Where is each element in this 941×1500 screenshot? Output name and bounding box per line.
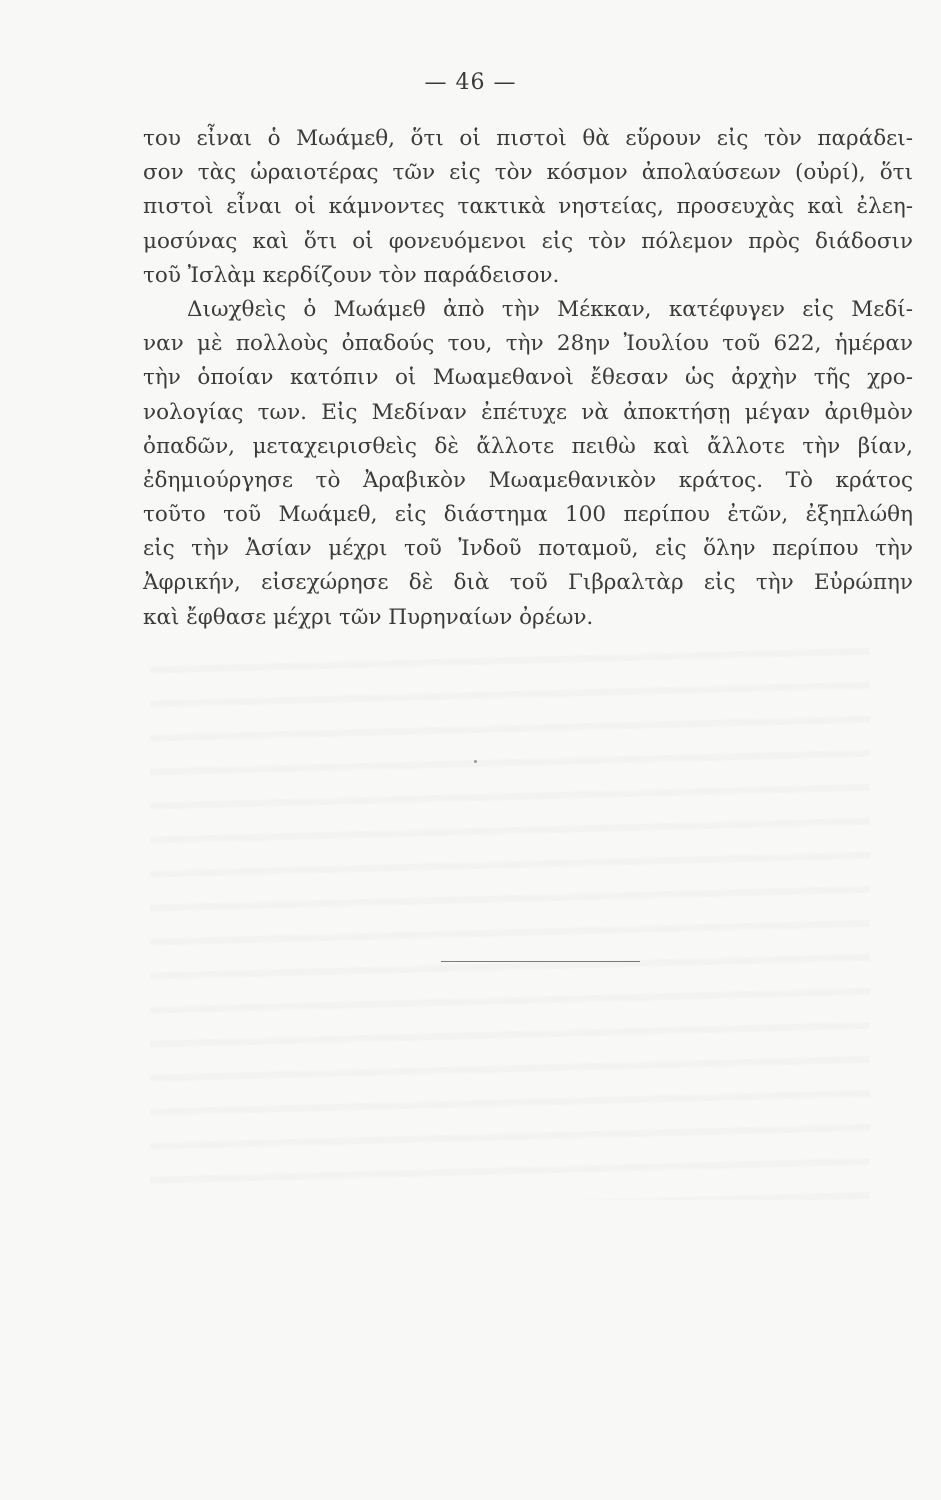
reverse-side-bleed-through: [150, 640, 870, 1200]
text-line: ναν μὲ πολλοὺς ὀπαδούς του, τὴν 28ην Ἰουλίου τοῦ 622, ἡμέραν: [143, 331, 913, 357]
text-line: ἐδημιούργησε τὸ Ἀραβικὸν Μωαμεθανικὸν κράτος. Τὸ κράτος: [143, 467, 913, 493]
text-line: ὀπαδῶν, μεταχειρισθεὶς δὲ ἄλλοτε πειθὼ καὶ ἄλλοτε τὴν βίαν,: [143, 433, 913, 459]
page-number: — 46 —: [424, 70, 517, 95]
text-line: πιστοὶ εἶναι οἱ κάμνοντες τακτικὰ νηστείας, προσευχὰς καὶ ἐλεη-: [143, 194, 913, 220]
text-line: εἰς τὴν Ἀσίαν μέχρι τοῦ Ἰνδοῦ ποταμοῦ, εἰς ὅλην περίπου τὴν: [143, 536, 913, 562]
section-divider: [441, 961, 640, 962]
text-line: καὶ ἔφθασε μέχρι τῶν Πυρηναίων ὀρέων.: [143, 604, 594, 630]
text-line: μοσύνας καὶ ὅτι οἱ φονευόμενοι εἰς τὸν πόλεμον πρὸς διάδοσιν: [143, 228, 913, 254]
text-line: του εἶναι ὁ Μωάμεθ, ὅτι οἱ πιστοὶ θὰ εὕρουν εἰς τὸν παράδει-: [143, 126, 913, 151]
text-line: τοῦ Ἰσλὰμ κερδίζουν τὸν παράδεισον.: [143, 262, 560, 288]
body-text: [143, 122, 913, 635]
text-line: τοῦτο τοῦ Μωάμεθ, εἰς διάστημα 100 περίπου ἐτῶν, ἐξηπλώθη: [143, 502, 913, 528]
text-line: νολογίας των. Εἰς Μεδίναν ἐπέτυχε νὰ ἀποκτήσῃ μέγαν ἀριθμὸν: [143, 399, 913, 425]
text-line: Διωχθεὶς ὁ Μωάμεθ ἀπὸ τὴν Μέκκαν, κατέφυγεν εἰς Μεδί-: [187, 296, 913, 322]
ink-speck: [474, 760, 477, 763]
text-line: σον τὰς ὡραιοτέρας τῶν εἰς τὸν κόσμον ἀπολαύσεων (οὐρί), ὅτι: [143, 160, 913, 186]
text-line: τὴν ὁποίαν κατόπιν οἱ Μωαμεθανοὶ ἔθεσαν ὡς ἀρχὴν τῆς χρο-: [143, 365, 913, 391]
text-line: Ἀφρικήν, εἰσεχώρησε δὲ διὰ τοῦ Γιβραλτὰρ εἰς τὴν Εὐρώπην: [143, 570, 913, 596]
